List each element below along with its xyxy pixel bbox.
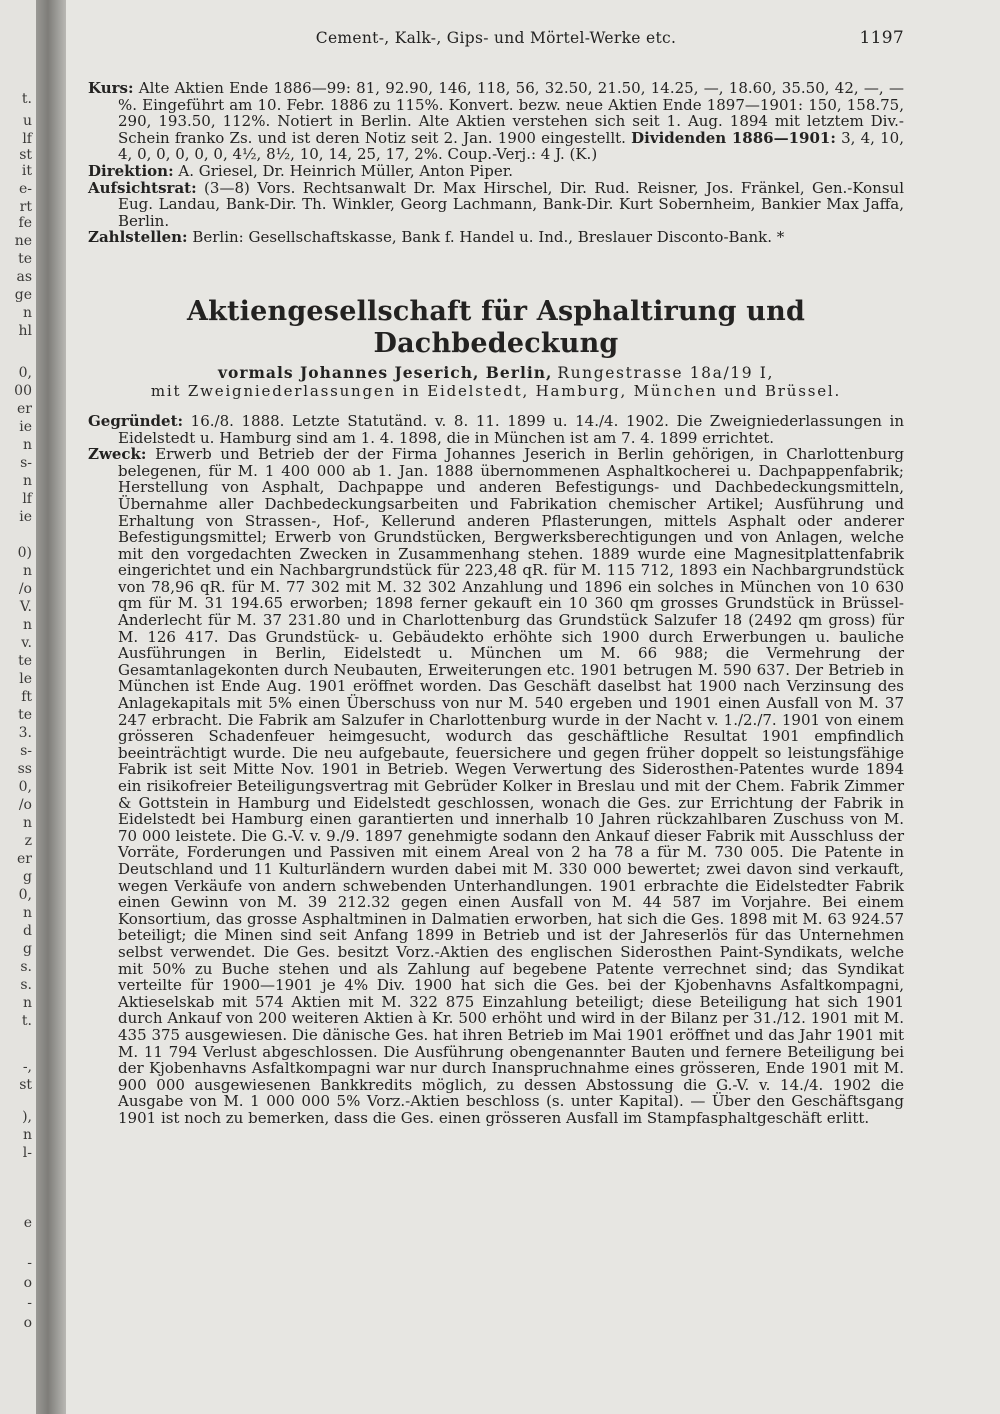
page-content bbox=[88, 30, 904, 1126]
margin-fragment: s- bbox=[20, 743, 32, 759]
margin-fragment: lf bbox=[22, 131, 32, 147]
margin-fragment: V. bbox=[19, 599, 32, 615]
margin-fragment: e- bbox=[18, 181, 32, 197]
margin-fragment: ), bbox=[22, 1109, 32, 1125]
margin-fragment: n bbox=[22, 305, 32, 321]
zweck-label: Zweck: bbox=[88, 445, 147, 464]
company-title: Aktiengesellschaft für Asphaltirung und Dachbedeckung bbox=[186, 295, 806, 359]
margin-fragment: er bbox=[17, 851, 32, 867]
aufsichtsrat-label: Aufsichtsrat: bbox=[88, 178, 197, 197]
margin-fragment: n bbox=[22, 905, 32, 921]
margin-fragment: ie bbox=[19, 419, 32, 435]
zahlstellen-entry bbox=[88, 229, 904, 246]
margin-fragment: 0) bbox=[17, 545, 32, 561]
book-page bbox=[66, 0, 1000, 1414]
margin-fragment: as bbox=[16, 269, 32, 285]
margin-fragment: g bbox=[23, 941, 32, 957]
margin-fragment: rt bbox=[19, 199, 32, 215]
margin-fragment: o bbox=[23, 1315, 32, 1331]
company-branches: mit Zweigniederlassungen in Eidelstedt, Hamburg, München und Brüssel. bbox=[150, 381, 842, 400]
margin-fragment: o bbox=[23, 1275, 32, 1291]
margin-fragment: 0, bbox=[18, 779, 32, 795]
margin-fragment: - bbox=[27, 1295, 32, 1311]
margin-fragment: 0, bbox=[18, 365, 32, 381]
margin-fragment: n bbox=[22, 815, 32, 831]
margin-fragment: g bbox=[23, 869, 32, 885]
margin-fragment: st bbox=[19, 1077, 32, 1093]
margin-fragment: /o bbox=[18, 581, 32, 597]
margin-fragment: u bbox=[22, 113, 32, 129]
margin-fragment: ft bbox=[21, 689, 32, 705]
margin-fragment: er bbox=[17, 401, 32, 417]
zahlstellen-text: Berlin: Gesellschaftskasse, Bank f. Handel u. Ind., Breslauer Disconto-Bank. * bbox=[192, 228, 785, 247]
margin-fragment: -, bbox=[22, 1059, 32, 1075]
margin-fragment: n bbox=[22, 473, 32, 489]
kurs-text: Alte Aktien Ende 1886—99: 81, 92.90, 146, 118, 56, 32.50, 21.50, 14.25, —, 18.60, 35.50, 42, —, —%. Eingeführt am 10. Febr. 1886 zu 115%. Konvert. bezw. neue Aktien Ende 1897—1901: 150, 158.75, 290, 193.50, 112%. Notiert in Berlin. Alte Aktien verstehen sich seit 1. Aug. 1894 mit letztem Div.-Schein franko Zs. und ist deren Notiz seit 2. Jan. 1900 eingestellt. bbox=[118, 79, 904, 147]
gegruendet-text: 16./8. 1888. Letzte Statutänd. v. 8. 11. 1899 u. 14./4. 1902. Die Zweigniederlassungen in Eidelstedt u. Hamburg sind am 1. 4. 1898, die in München ist am 7. 4. 1899 errichtet. bbox=[118, 411, 904, 447]
margin-fragment: s. bbox=[20, 977, 32, 993]
company-subtitle bbox=[88, 364, 904, 382]
margin-fragment: te bbox=[18, 707, 32, 723]
aufsichtsrat-entry bbox=[88, 180, 904, 230]
margin-fragment: ss bbox=[17, 761, 32, 777]
margin-fragment: n bbox=[22, 1127, 32, 1143]
margin-fragment: hl bbox=[18, 323, 32, 339]
direktion-text: A. Griesel, Dr. Heinrich Müller, Anton Piper. bbox=[178, 161, 513, 180]
margin-fragment: - bbox=[27, 1255, 32, 1271]
dividenden-text: 3, 4, 10, 4, 0, 0, 0, 0, 0, 4½, 8½, 10, 14, 25, 17, 2%. Coup.-Verj.: 4 J. (K.) bbox=[118, 128, 904, 164]
direktion-entry bbox=[88, 163, 904, 180]
margin-fragment: v. bbox=[21, 635, 32, 651]
margin-fragment: n bbox=[22, 995, 32, 1011]
margin-fragment: te bbox=[18, 251, 32, 267]
margin-fragment: ne bbox=[14, 233, 32, 249]
kurs-entry bbox=[88, 80, 904, 163]
zahlstellen-label: Zahlstellen: bbox=[88, 228, 188, 247]
company-former-name: vormals Johannes Jeserich, Berlin, bbox=[218, 362, 553, 382]
margin-fragment: ge bbox=[14, 287, 32, 303]
margin-fragment: te bbox=[18, 653, 32, 669]
margin-fragment: n bbox=[22, 437, 32, 453]
margin-fragment: s- bbox=[20, 455, 32, 471]
margin-fragment: t. bbox=[21, 1013, 32, 1029]
margin-fragment: d bbox=[23, 923, 32, 939]
page-number: 1197 bbox=[859, 28, 904, 48]
margin-fragment: l- bbox=[22, 1145, 32, 1161]
margin-fragment: it bbox=[21, 163, 32, 179]
margin-fragment: z bbox=[24, 833, 32, 849]
running-head-title: Cement-, Kalk-, Gips- und Mörtel-Werke etc. bbox=[315, 29, 677, 47]
margin-fragment: st bbox=[19, 147, 32, 163]
margin-fragment: 00 bbox=[14, 383, 32, 399]
book-binding-shadow bbox=[36, 0, 66, 1414]
direktion-label: Direktion: bbox=[88, 161, 174, 180]
margin-fragment: n bbox=[22, 617, 32, 633]
margin-fragment: fe bbox=[18, 215, 32, 231]
company-address: Rungestrasse 18a/19 I, bbox=[557, 363, 774, 382]
running-head bbox=[88, 30, 904, 56]
kurs-label: Kurs: bbox=[88, 79, 134, 97]
margin-fragment: e bbox=[23, 1215, 32, 1231]
margin-fragment: n bbox=[22, 563, 32, 579]
margin-fragment: /o bbox=[18, 797, 32, 813]
margin-fragment: t. bbox=[21, 91, 32, 107]
margin-fragment: s. bbox=[20, 959, 32, 975]
zweck-text: Erwerb und Betrieb der der Firma Johannes Jeserich in Berlin gehörigen, in Charlottenburg belegenen, für M. 1 400 000 ab 1. Jan. 1888 übernommenen Asphaltkocherei u. Dachpappenfabrik; Herstellung von Asphalt, Dachpappe und anderen Befestigungs- und Dachbedeckungsmitteln, Übernahme aller Dachbedeckungsarbeiten und Fabrikation chemischer Artikel; Ausführung und Erhaltung von Strassen-, Hof-, Kellerund anderen Pflasterungen, mittels Asphalt oder anderer Befestigungsmittel; Erwerb von Grundstücken, Bergwerksberechtigungen und von Anlagen, welche mit den vorgedachten Zwecken in Zusammenhang stehen. 1889 wurde eine Magnesitplattenfabrik eingerichtet und ein Nachbargrundstück für 223,48 qR. für M. 115 712, 1893 ein Nachbargrundstück von 78,96 qR. für M. 77 302 mit M. 32 302 Anzahlung und 1896 ein solches in München von 10 630 qm für M. 31 194.65 erworben; 1898 ferner gekauft ein 10 360 qm grosses Grundstück in Brüssel-Anderlecht für M. 37 231.80 und in Charlottenburg das Grundstück Salzufer 18 (2492 qm gross) für M. 126 417. Das Grundstück- u. Gebäudekto erhöhte sich 1900 durch Erwerbungen u. bauliche Ausführungen in Berlin, Eidelstedt u. München um M. 66 988; die Vermehrung der Gesamtanlagekonten durch Neubauten, Erweiterungen etc. 1901 betrugen M. 590 637. Der Betrieb in München ist Ende Aug. 1901 eröffnet worden. Das Geschäft daselbst hat 1900 nach Verzinsung des Anlagekapitals mit 5% einen Überschuss von nur M. 540 ergeben und 1901 einen Ausfall von M. 37 247 erbracht. Die Fabrik am Salzufer in Charlottenburg wurde in der Nacht v. 1./2./7. 1901 von einem grösseren Schadenfeuer heimgesucht, wodurch das geschäftliche Resultat 1901 empfindlich beeinträchtigt wurde. Die neu aufgebaute, feuersichere und gegen früher doppelt so leistungsfähige Fabrik ist seit Mitte Nov. 1901 in Betrieb. Wegen Verwertung des Siderosthen-Patentes wurde 1894 ein risikofreier Beteiligungsvertrag mit Gebrüder Kolker in Breslau und mit der Chem. Fabrik Zimmer & Gottstein in Hamburg und Eidelstedt geschlossen, wonach die Ges. zur Errichtung der Fabrik in Eidelstedt bei Hamburg einen garantierten und innerhalb 10 Jahren rückzahlbaren Zuschuss von M. 70 000 leistete. Die G.-V. v. 9./9. 1897 genehmigte sodann den Ankauf dieser Fabrik mit Ausschluss der Vorräte, Forderungen und Passiven mit einem Areal von 2 ha 78 a für M. 730 005. Die Patente in Deutschland und 11 Kulturländern wurden dabei mit M. 330 000 bewertet; zwei davon sind verkauft, wegen Verkäufe von andern schwebenden Unterhandlungen. 1901 erbrachte die Eidelstedter Fabrik einen Gewinn von M. 39 212.32 gegen einen Ausfall von M. 44 587 im Vorjahre. Bei einem Konsortium, das grosse Asphaltminen in Dalmatien erworben, hat sich die Ges. 1898 mit M. 63 924.57 beteiligt; die Minen sind seit Anfang 1899 in Betrieb und ist der Jahreserlös für das Unternehmen selbst verwendet. Die Ges. besitzt Vorz.-Aktien des englischen Siderosthen Paint-Syndikats, welche mit 50% zu Buche stehen und als Zahlung auf begebene Patente verrechnet sind; das Syndikat verteilte für 1900—1901 je 4% Div. 1900 hat sich die Ges. bei der Kjobenhavns Asfaltkompagni, Aktieselskab mit 574 Aktien mit M. 322 875 Einzahlung beteiligt; diese Beteiligung hat sich 1901 durch Ankauf von 200 weiteren Aktien à Kr. 500 erhöht und wird in der Bilanz per 31./12. 1901 mit M. 435 375 ausgewiesen. Die dänische Ges. hat ihren Betrieb im Mai 1901 eröffnet und das Jahr 1901 mit M. 11 794 Verlust abgeschlossen. Die Ausführung obengenannter Bauten und fernere Beteiligung bei der Kjobenhavns Asfaltkompagni war nur durch Inanspruchnahme eines grösseren, Ende 1901 mit M. 900 000 ausgewiesenen Bankkredits möglich, zu dessen Abstossung die G.-V. v. 14./4. 1902 die Ausgabe von M. 1 000 000 5% Vorz.-Aktien beschloss (s. unter Kapital). — Über den Geschäftsgang 1901 ist noch zu bemerken, dass die Ges. einen grösseren Ausfall im Stampfasphaltgeschäft erlitt. bbox=[118, 445, 904, 1127]
margin-fragment: 0, bbox=[18, 887, 32, 903]
margin-fragment: le bbox=[19, 671, 32, 687]
zweck-entry bbox=[88, 446, 904, 1126]
dividenden-label: Dividenden 1886—1901: bbox=[631, 128, 836, 147]
margin-fragment: 3. bbox=[18, 725, 32, 741]
left-margin-strip bbox=[0, 0, 36, 1414]
margin-fragment: lf bbox=[22, 491, 32, 507]
gegruendet-label: Gegründet: bbox=[88, 411, 184, 430]
margin-fragment: ie bbox=[19, 509, 32, 525]
aufsichtsrat-text: (3—8) Vors. Rechtsanwalt Dr. Max Hirschel, Dir. Rud. Reisner, Jos. Fränkel, Gen.-Konsul Eug. Landau, Bank-Dir. Th. Winkler, Georg Lachmann, Bank-Dir. Kurt Sobernheim, Bankier Max Jaffa, Berlin. bbox=[118, 178, 904, 230]
gegruendet-entry bbox=[88, 413, 904, 446]
